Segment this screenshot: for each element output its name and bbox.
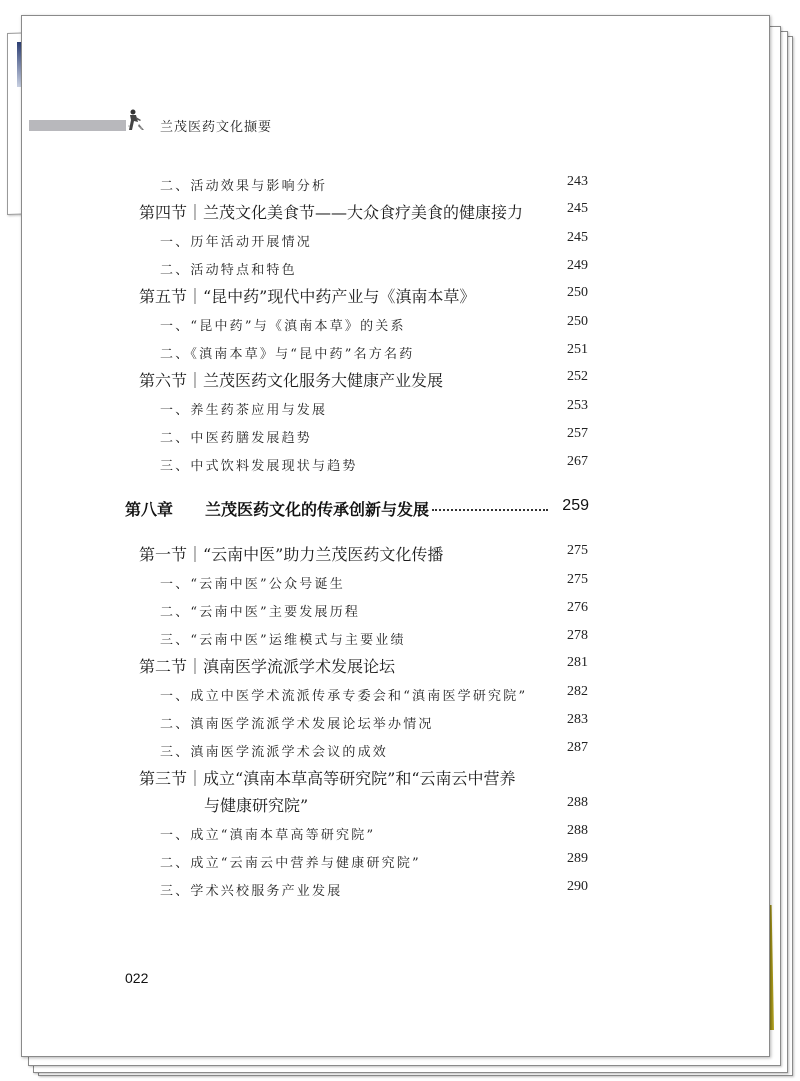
dot-leader [432,509,548,511]
toc-entry-label: 三、“云南中医”运维模式与主要业绩 [160,633,406,648]
toc-subsection[interactable] [0,599,800,625]
toc-page-number: 275 [567,543,588,558]
toc-entry-label: 一、“昆中药”与《滇南本草》的关系 [160,319,406,334]
toc-page-number: 288 [567,823,588,838]
toc-entry-label: 与健康研究院” [204,796,309,815]
toc-page-number: 245 [567,230,588,245]
toc-page-number: 250 [567,285,588,300]
toc-entry-label: 一、成立中医学术流派传承专委会和“滇南医学研究院” [160,689,528,704]
page-folio-number: 022 [125,970,149,986]
toc-page-number: 287 [567,740,588,755]
toc-subsection[interactable] [0,850,800,876]
toc-page-number: 250 [567,314,588,329]
toc-page-number: 289 [567,851,588,866]
chapter-number: 第八章 [125,500,174,519]
toc-entry-label: 第六节｜兰茂医药文化服务大健康产业发展 [139,371,444,390]
toc-subsection[interactable] [0,173,800,199]
toc-page-number: 249 [567,258,588,273]
toc-entry-label: 二、活动效果与影响分析 [160,179,328,194]
toc-entry-label: 第二节｜滇南医学流派学术发展论坛 [139,657,396,676]
toc-section-continuation[interactable] [0,793,800,819]
toc-section[interactable] [0,766,800,792]
toc-subsection[interactable] [0,397,800,423]
toc-entry-label: 二、《滇南本草》与“昆中药”名方名药 [160,347,415,362]
toc-page-number: 243 [567,174,588,189]
toc-section[interactable] [0,284,800,310]
toc-page-number: 283 [567,712,588,727]
toc-subsection[interactable] [0,257,800,283]
chapter-page-number: 259 [562,497,589,514]
toc-subsection[interactable] [0,878,800,904]
toc-page-number: 290 [567,879,588,894]
toc-section[interactable] [0,200,800,226]
running-header-bar [29,120,126,131]
toc-page-number: 275 [567,572,588,587]
toc-entry-label: 二、成立“云南云中营养与健康研究院” [160,856,421,871]
toc-entry-label: 一、历年活动开展情况 [160,235,313,250]
toc-subsection[interactable] [0,711,800,737]
toc-page-number: 278 [567,628,588,643]
toc-subsection[interactable] [0,571,800,597]
toc-section[interactable] [0,654,800,680]
toc-subsection[interactable] [0,822,800,848]
toc-entry-label: 第三节｜成立“滇南本草高等研究院”和“云南云中营养 [139,769,516,788]
toc-entry-label: 二、“云南中医”主要发展历程 [160,605,361,620]
toc-entry-label: 第一节｜“云南中医”助力兰茂医药文化传播 [139,545,444,564]
running-header-title: 兰茂医药文化撷要 [160,120,273,135]
toc-entry-label: 第四节｜兰茂文化美食节——大众食疗美食的健康接力 [139,203,524,222]
toc-section[interactable] [0,368,800,394]
toc-entry-label: 一、成立“滇南本草高等研究院” [160,828,376,843]
toc-entry-label: 三、学术兴校服务产业发展 [160,884,343,899]
toc-subsection[interactable] [0,453,800,479]
toc-page-number: 282 [567,684,588,699]
toc-entry-label: 一、“云南中医”公众号诞生 [160,577,345,592]
toc-page-number: 288 [567,795,588,810]
toc-page-number: 251 [567,342,588,357]
toc-page-number: 276 [567,600,588,615]
toc-entry-label: 一、养生药茶应用与发展 [160,403,328,418]
toc-page-number: 252 [567,369,588,384]
toc-chapter[interactable] [0,497,800,523]
toc-section[interactable] [0,542,800,568]
chapter-title: 兰茂医药文化的传承创新与发展 [205,500,430,519]
herbalist-figure-icon [126,108,146,132]
toc-subsection[interactable] [0,739,800,765]
toc-entry-label: 二、滇南医学流派学术发展论坛举办情况 [160,717,434,732]
toc-page-number: 245 [567,201,588,216]
toc-subsection[interactable] [0,341,800,367]
toc-subsection[interactable] [0,229,800,255]
toc-page-number: 281 [567,655,588,670]
toc-entry-label: 第五节｜“昆中药”现代中药产业与《滇南本草》 [139,287,476,306]
toc-page-number: 267 [567,454,588,469]
toc-entry-label: 三、中式饮料发展现状与趋势 [160,459,358,474]
toc-subsection[interactable] [0,425,800,451]
toc-entry-label: 二、活动特点和特色 [160,263,297,278]
toc-page-number: 257 [567,426,588,441]
toc-subsection[interactable] [0,627,800,653]
toc-subsection[interactable] [0,683,800,709]
toc-entry-label: 三、滇南医学流派学术会议的成效 [160,745,389,760]
toc-subsection[interactable] [0,313,800,339]
toc-entry-label: 二、中医药膳发展趋势 [160,431,313,446]
toc-page-number: 253 [567,398,588,413]
